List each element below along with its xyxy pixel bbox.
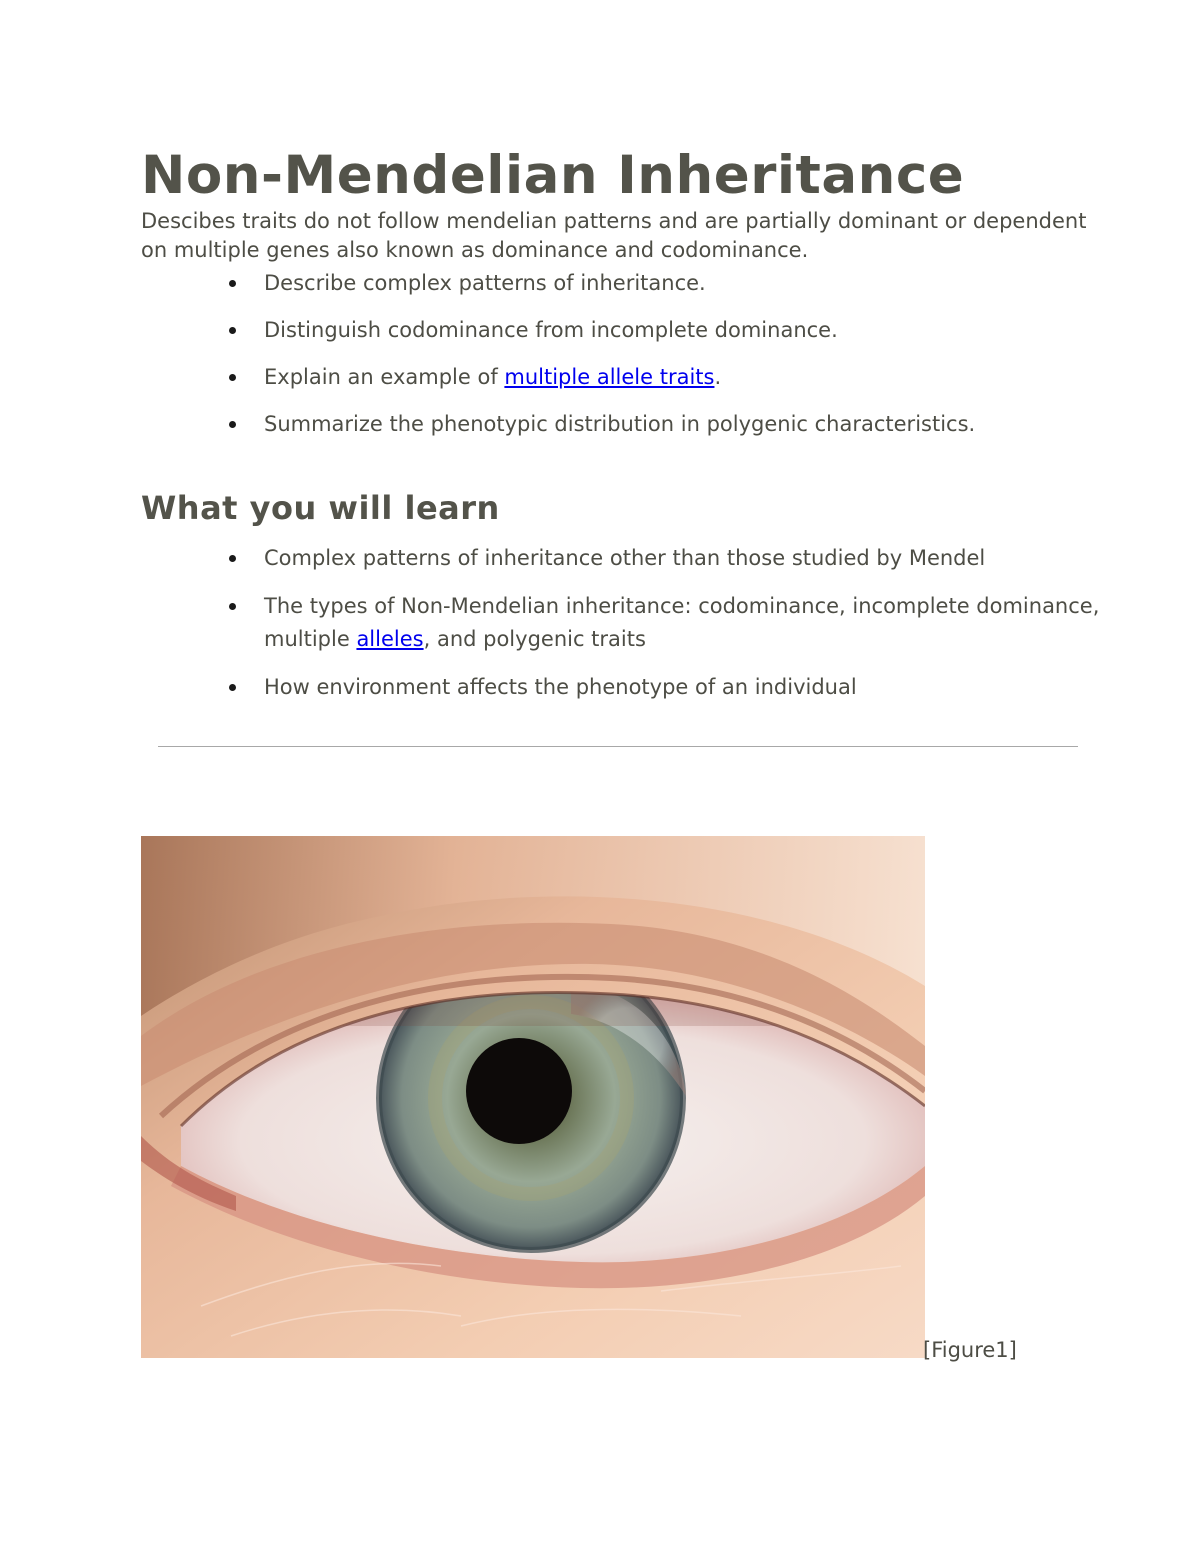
eye-photo <box>141 836 925 1358</box>
list-item <box>141 671 1101 704</box>
page-title: Non-Mendelian Inheritance <box>141 145 965 206</box>
list-item-text-end: . <box>714 365 722 389</box>
list-item <box>141 314 1101 347</box>
bullet-icon <box>229 280 236 287</box>
list-item <box>141 408 1101 441</box>
list-item-text: Complex patterns of inheritance other than those studied by Mendel <box>264 546 986 570</box>
list-item-text: Summarize the phenotypic distribution in polygenic characteristics. <box>264 412 976 436</box>
bullet-icon <box>229 603 236 610</box>
list-item-text: How environment affects the phenotype of an individual <box>264 675 857 699</box>
list-item-text: The types of Non-Mendelian inheritance: codominance, incomplete dominance, multiple <box>264 594 1100 651</box>
figure-caption: [Figure1] <box>923 1338 1017 1362</box>
list-item <box>141 361 1101 394</box>
objectives-list <box>141 267 1101 455</box>
multiple-allele-traits-link[interactable]: multiple allele traits <box>504 365 715 389</box>
list-item-text-end: , and polygenic traits <box>423 627 646 651</box>
bullet-icon <box>229 421 236 428</box>
alleles-link[interactable]: alleles <box>356 627 424 651</box>
section-heading: What you will learn <box>141 489 500 527</box>
bullet-icon <box>229 327 236 334</box>
list-item-text: Explain an example of <box>264 365 505 389</box>
bullet-icon <box>229 684 236 691</box>
intro-paragraph: Descibes traits do not follow mendelian patterns and are partially dominant or dependent on multiple genes also known as dominance and codominance. <box>141 209 1087 262</box>
list-item-text: Distinguish codominance from incomplete dominance. <box>264 318 838 342</box>
horizontal-divider <box>158 746 1078 747</box>
list-item <box>141 542 1101 575</box>
bullet-icon <box>229 374 236 381</box>
list-item <box>141 267 1101 300</box>
list-item <box>141 590 1101 656</box>
learn-list <box>141 542 1101 719</box>
bullet-icon <box>229 555 236 562</box>
list-item-text: Describe complex patterns of inheritance. <box>264 271 706 295</box>
